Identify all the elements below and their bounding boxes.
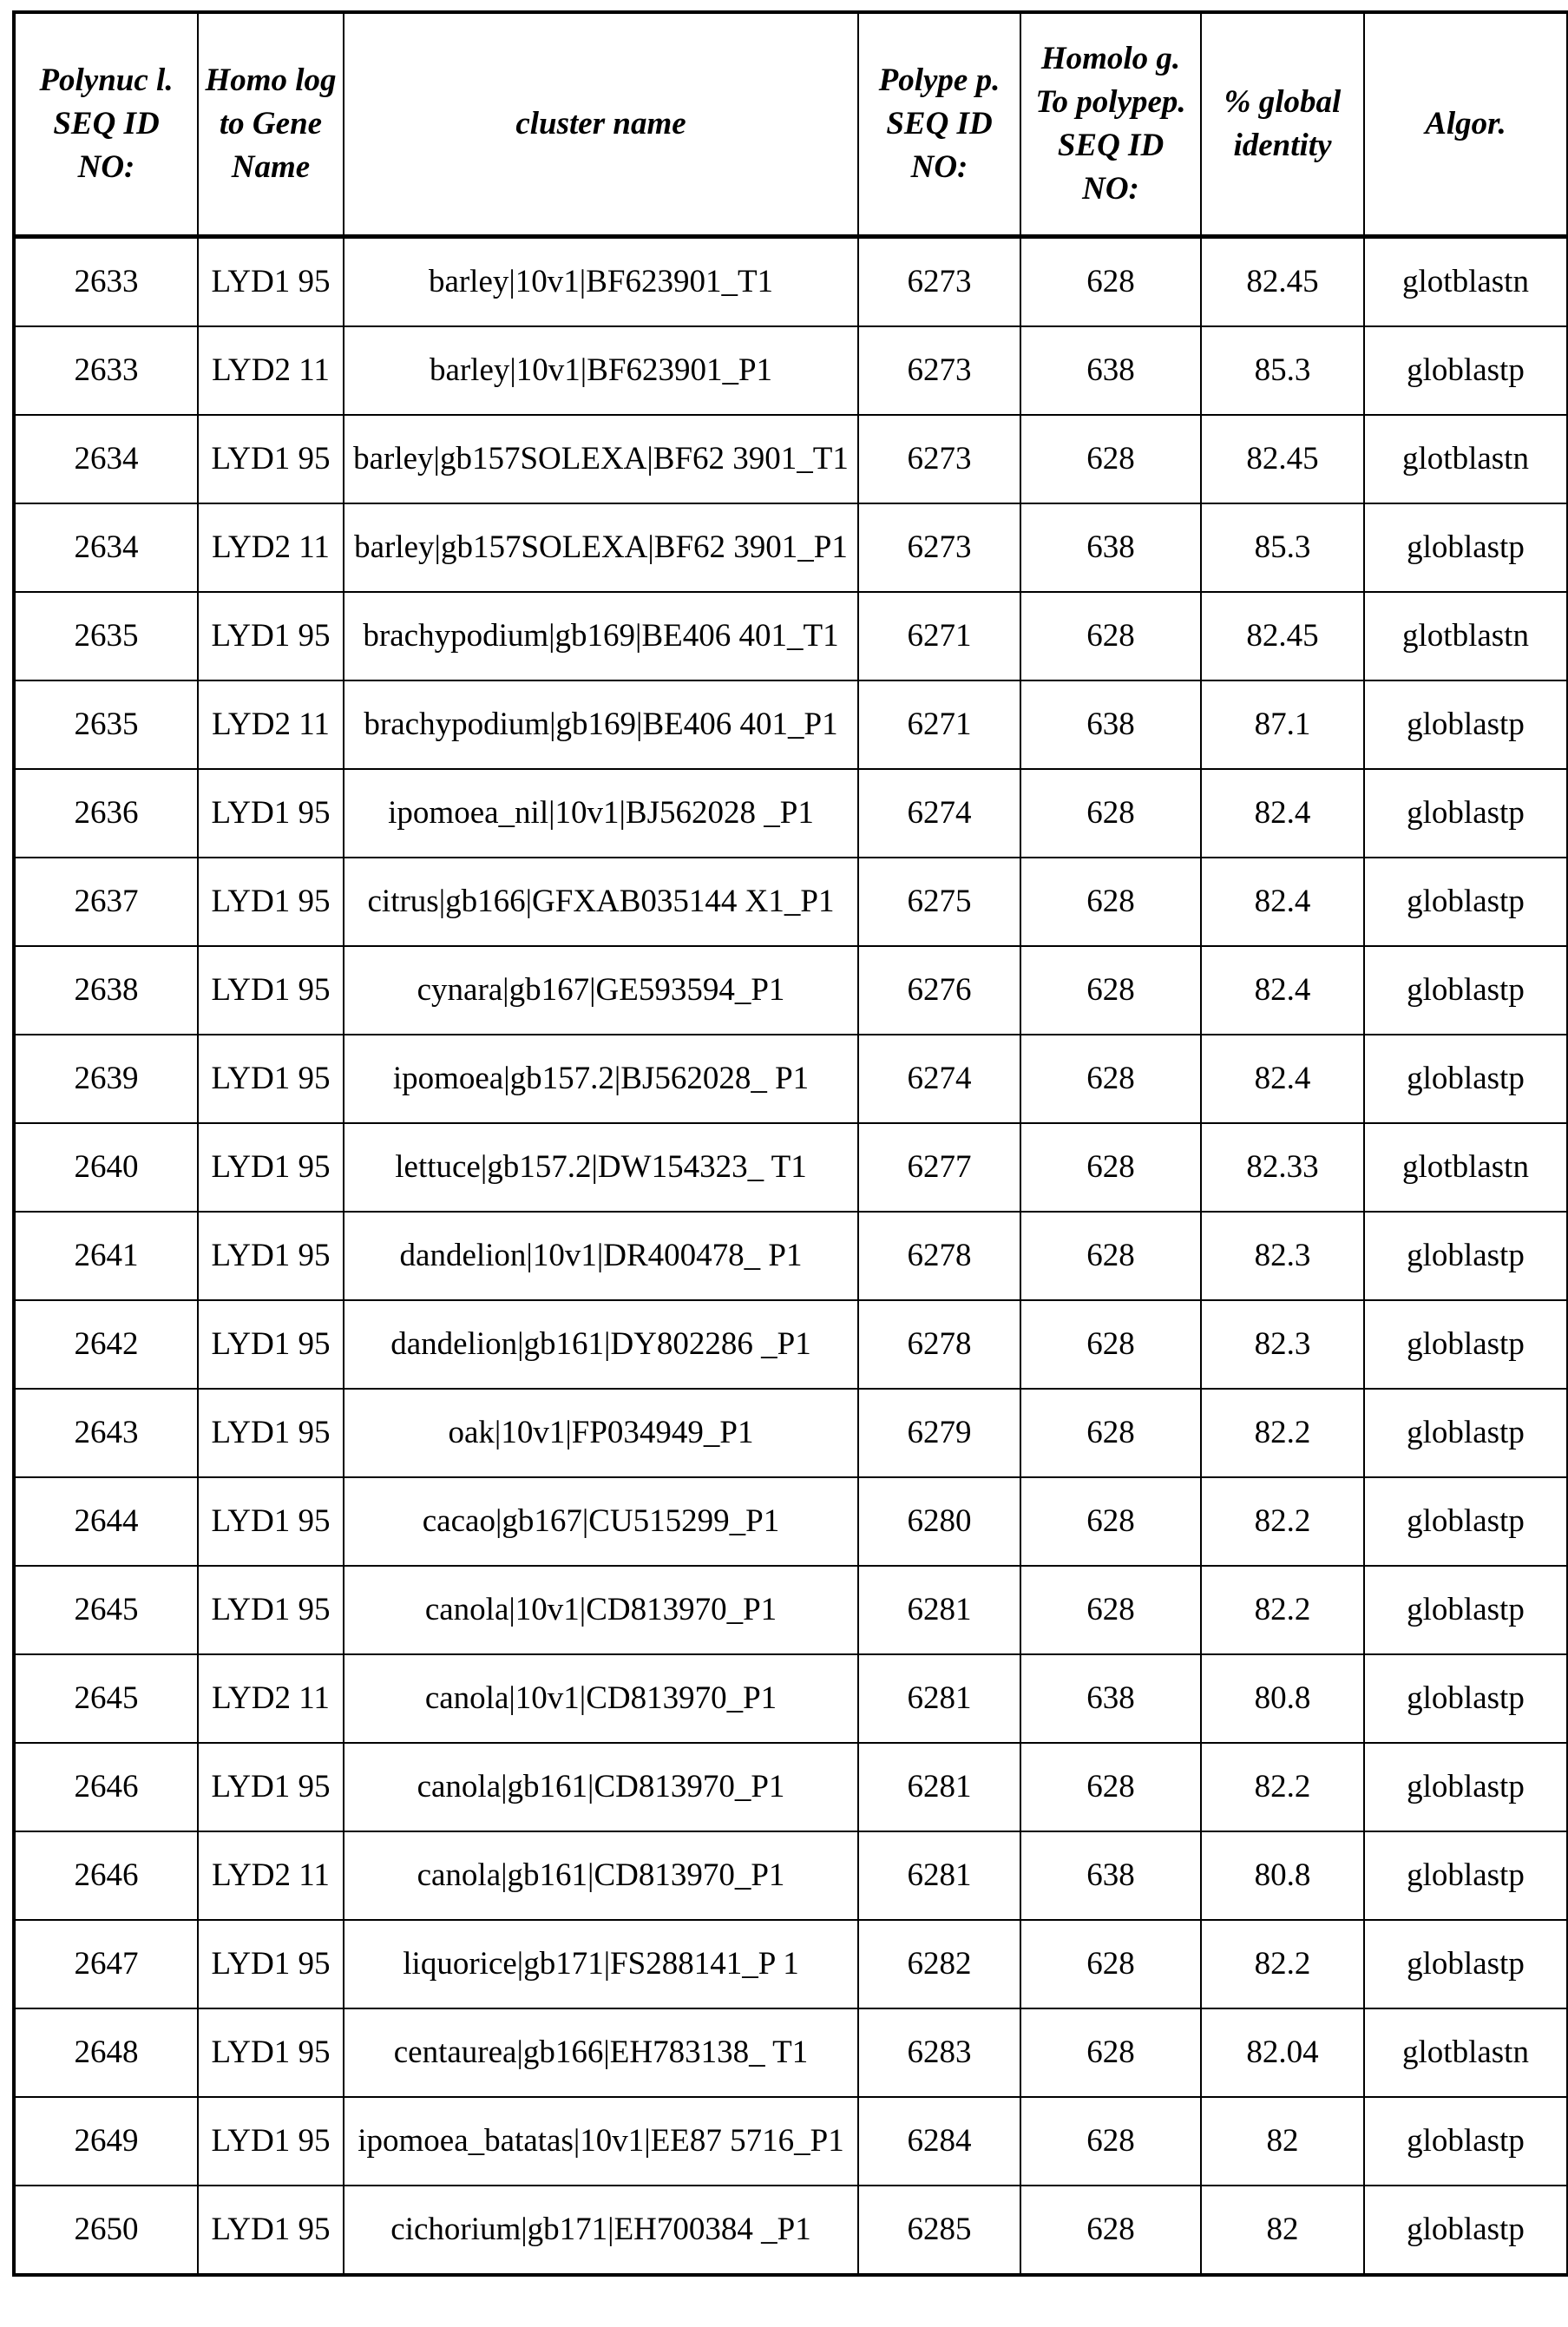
- cell-polypeptide-seq-id: 6276: [858, 946, 1020, 1035]
- cell-algorithm: glotblastn: [1364, 415, 1568, 503]
- cell-polynucleotide-seq-id: 2634: [14, 503, 198, 592]
- header-homolog-gene-name: Homo log to Gene Name: [198, 12, 344, 237]
- table-row: [14, 858, 1568, 946]
- cell-gene-name: LYD1 95: [198, 592, 344, 680]
- cell-global-identity: 82.4: [1201, 946, 1364, 1035]
- table-row: [14, 592, 1568, 680]
- cell-polypeptide-seq-id: 6281: [858, 1654, 1020, 1743]
- cell-polynucleotide-seq-id: 2644: [14, 1477, 198, 1566]
- cell-gene-name: LYD1 95: [198, 1123, 344, 1212]
- cell-gene-name: LYD1 95: [198, 1035, 344, 1123]
- cell-polynucleotide-seq-id: 2633: [14, 237, 198, 327]
- cell-polypeptide-seq-id: 6285: [858, 2186, 1020, 2275]
- cell-polypeptide-seq-id: 6278: [858, 1212, 1020, 1300]
- cell-polypeptide-seq-id: 6271: [858, 592, 1020, 680]
- cell-homolog-polypeptide-seq-id: 638: [1020, 680, 1201, 769]
- cell-homolog-polypeptide-seq-id: 638: [1020, 326, 1201, 415]
- cell-homolog-polypeptide-seq-id: 638: [1020, 1654, 1201, 1743]
- cell-homolog-polypeptide-seq-id: 628: [1020, 1300, 1201, 1389]
- cell-cluster-name: cichorium|gb171|EH700384 _P1: [344, 2186, 858, 2275]
- cell-global-identity: 82.3: [1201, 1212, 1364, 1300]
- table-row: [14, 2186, 1568, 2275]
- table-row: [14, 1212, 1568, 1300]
- cell-algorithm: globlastp: [1364, 1831, 1568, 1920]
- cell-cluster-name: canola|10v1|CD813970_P1: [344, 1566, 858, 1654]
- table-row: [14, 1389, 1568, 1477]
- cell-global-identity: 85.3: [1201, 503, 1364, 592]
- cell-global-identity: 82.2: [1201, 1389, 1364, 1477]
- cell-cluster-name: citrus|gb166|GFXAB035144 X1_P1: [344, 858, 858, 946]
- cell-homolog-polypeptide-seq-id: 628: [1020, 2008, 1201, 2097]
- cell-polypeptide-seq-id: 6274: [858, 769, 1020, 858]
- cell-cluster-name: barley|gb157SOLEXA|BF62 3901_P1: [344, 503, 858, 592]
- cell-polynucleotide-seq-id: 2635: [14, 680, 198, 769]
- cell-global-identity: 82.45: [1201, 237, 1364, 327]
- cell-global-identity: 82.33: [1201, 1123, 1364, 1212]
- cell-gene-name: LYD2 11: [198, 503, 344, 592]
- cell-polypeptide-seq-id: 6277: [858, 1123, 1020, 1212]
- cell-polypeptide-seq-id: 6273: [858, 415, 1020, 503]
- cell-global-identity: 82.4: [1201, 858, 1364, 946]
- cell-polynucleotide-seq-id: 2636: [14, 769, 198, 858]
- cell-polynucleotide-seq-id: 2640: [14, 1123, 198, 1212]
- cell-algorithm: glotblastn: [1364, 2008, 1568, 2097]
- cell-algorithm: globlastp: [1364, 1477, 1568, 1566]
- cell-algorithm: globlastp: [1364, 326, 1568, 415]
- cell-polynucleotide-seq-id: 2648: [14, 2008, 198, 2097]
- cell-polynucleotide-seq-id: 2637: [14, 858, 198, 946]
- cell-gene-name: LYD1 95: [198, 769, 344, 858]
- cell-global-identity: 82.45: [1201, 592, 1364, 680]
- header-global-identity: % global identity: [1201, 12, 1364, 237]
- cell-polypeptide-seq-id: 6275: [858, 858, 1020, 946]
- cell-homolog-polypeptide-seq-id: 628: [1020, 1477, 1201, 1566]
- cell-homolog-polypeptide-seq-id: 628: [1020, 1566, 1201, 1654]
- cell-polypeptide-seq-id: 6282: [858, 1920, 1020, 2008]
- cell-gene-name: LYD1 95: [198, 1389, 344, 1477]
- cell-global-identity: 82.4: [1201, 1035, 1364, 1123]
- cell-algorithm: globlastp: [1364, 503, 1568, 592]
- cell-global-identity: 80.8: [1201, 1831, 1364, 1920]
- cell-algorithm: globlastp: [1364, 2186, 1568, 2275]
- cell-homolog-polypeptide-seq-id: 628: [1020, 1035, 1201, 1123]
- cell-cluster-name: canola|10v1|CD813970_P1: [344, 1654, 858, 1743]
- cell-gene-name: LYD2 11: [198, 1654, 344, 1743]
- cell-gene-name: LYD2 11: [198, 1831, 344, 1920]
- cell-global-identity: 82.4: [1201, 769, 1364, 858]
- cell-polynucleotide-seq-id: 2638: [14, 946, 198, 1035]
- cell-global-identity: 87.1: [1201, 680, 1364, 769]
- cell-polynucleotide-seq-id: 2646: [14, 1831, 198, 1920]
- cell-algorithm: globlastp: [1364, 1389, 1568, 1477]
- cell-polynucleotide-seq-id: 2650: [14, 2186, 198, 2275]
- cell-polypeptide-seq-id: 6284: [858, 2097, 1020, 2186]
- cell-cluster-name: canola|gb161|CD813970_P1: [344, 1831, 858, 1920]
- cell-homolog-polypeptide-seq-id: 638: [1020, 1831, 1201, 1920]
- cell-algorithm: globlastp: [1364, 769, 1568, 858]
- cell-polypeptide-seq-id: 6273: [858, 503, 1020, 592]
- cell-homolog-polypeptide-seq-id: 628: [1020, 237, 1201, 327]
- cell-gene-name: LYD1 95: [198, 1566, 344, 1654]
- homolog-table: [12, 10, 1568, 2277]
- cell-cluster-name: lettuce|gb157.2|DW154323_ T1: [344, 1123, 858, 1212]
- cell-global-identity: 80.8: [1201, 1654, 1364, 1743]
- cell-homolog-polypeptide-seq-id: 628: [1020, 1920, 1201, 2008]
- cell-polynucleotide-seq-id: 2635: [14, 592, 198, 680]
- table-row: [14, 2097, 1568, 2186]
- cell-gene-name: LYD1 95: [198, 1212, 344, 1300]
- cell-homolog-polypeptide-seq-id: 628: [1020, 1743, 1201, 1831]
- table-row: [14, 2008, 1568, 2097]
- table-row: [14, 1920, 1568, 2008]
- table-row: [14, 1123, 1568, 1212]
- cell-algorithm: globlastp: [1364, 1035, 1568, 1123]
- cell-polypeptide-seq-id: 6278: [858, 1300, 1020, 1389]
- cell-algorithm: globlastp: [1364, 1566, 1568, 1654]
- cell-global-identity: 82.2: [1201, 1566, 1364, 1654]
- cell-cluster-name: brachypodium|gb169|BE406 401_P1: [344, 680, 858, 769]
- cell-global-identity: 85.3: [1201, 326, 1364, 415]
- cell-gene-name: LYD1 95: [198, 1743, 344, 1831]
- cell-polypeptide-seq-id: 6273: [858, 237, 1020, 327]
- cell-homolog-polypeptide-seq-id: 628: [1020, 2097, 1201, 2186]
- cell-cluster-name: centaurea|gb166|EH783138_ T1: [344, 2008, 858, 2097]
- cell-polypeptide-seq-id: 6280: [858, 1477, 1020, 1566]
- cell-algorithm: globlastp: [1364, 858, 1568, 946]
- table-row: [14, 1300, 1568, 1389]
- cell-gene-name: LYD1 95: [198, 946, 344, 1035]
- header-homolog-polypeptide-seq-id: Homolo g. To polypep. SEQ ID NO:: [1020, 12, 1201, 237]
- cell-global-identity: 82: [1201, 2097, 1364, 2186]
- cell-polypeptide-seq-id: 6273: [858, 326, 1020, 415]
- cell-polypeptide-seq-id: 6279: [858, 1389, 1020, 1477]
- cell-global-identity: 82.45: [1201, 415, 1364, 503]
- cell-algorithm: glotblastn: [1364, 592, 1568, 680]
- cell-homolog-polypeptide-seq-id: 628: [1020, 1123, 1201, 1212]
- cell-polynucleotide-seq-id: 2649: [14, 2097, 198, 2186]
- cell-global-identity: 82.3: [1201, 1300, 1364, 1389]
- cell-homolog-polypeptide-seq-id: 628: [1020, 592, 1201, 680]
- cell-polynucleotide-seq-id: 2639: [14, 1035, 198, 1123]
- cell-polypeptide-seq-id: 6281: [858, 1566, 1020, 1654]
- cell-cluster-name: cacao|gb167|CU515299_P1: [344, 1477, 858, 1566]
- cell-algorithm: globlastp: [1364, 1920, 1568, 2008]
- cell-cluster-name: ipomoea_batatas|10v1|EE87 5716_P1: [344, 2097, 858, 2186]
- cell-homolog-polypeptide-seq-id: 638: [1020, 503, 1201, 592]
- cell-cluster-name: canola|gb161|CD813970_P1: [344, 1743, 858, 1831]
- cell-gene-name: LYD1 95: [198, 2008, 344, 2097]
- cell-algorithm: globlastp: [1364, 1300, 1568, 1389]
- header-cluster-name: cluster name: [344, 12, 858, 237]
- cell-homolog-polypeptide-seq-id: 628: [1020, 1212, 1201, 1300]
- cell-algorithm: globlastp: [1364, 1212, 1568, 1300]
- cell-polypeptide-seq-id: 6271: [858, 680, 1020, 769]
- cell-gene-name: LYD2 11: [198, 326, 344, 415]
- cell-polynucleotide-seq-id: 2633: [14, 326, 198, 415]
- header-algorithm: Algor.: [1364, 12, 1568, 237]
- cell-cluster-name: liquorice|gb171|FS288141_P 1: [344, 1920, 858, 2008]
- cell-global-identity: 82.2: [1201, 1743, 1364, 1831]
- table-row: [14, 680, 1568, 769]
- cell-cluster-name: barley|10v1|BF623901_P1: [344, 326, 858, 415]
- cell-gene-name: LYD2 11: [198, 680, 344, 769]
- cell-algorithm: globlastp: [1364, 1654, 1568, 1743]
- table-row: [14, 415, 1568, 503]
- cell-global-identity: 82.04: [1201, 2008, 1364, 2097]
- cell-algorithm: glotblastn: [1364, 237, 1568, 327]
- cell-cluster-name: cynara|gb167|GE593594_P1: [344, 946, 858, 1035]
- cell-polynucleotide-seq-id: 2643: [14, 1389, 198, 1477]
- cell-cluster-name: ipomoea_nil|10v1|BJ562028 _P1: [344, 769, 858, 858]
- cell-algorithm: globlastp: [1364, 1743, 1568, 1831]
- cell-cluster-name: ipomoea|gb157.2|BJ562028_ P1: [344, 1035, 858, 1123]
- cell-cluster-name: barley|10v1|BF623901_T1: [344, 237, 858, 327]
- cell-polypeptide-seq-id: 6281: [858, 1831, 1020, 1920]
- cell-homolog-polypeptide-seq-id: 628: [1020, 946, 1201, 1035]
- cell-cluster-name: brachypodium|gb169|BE406 401_T1: [344, 592, 858, 680]
- cell-cluster-name: dandelion|gb161|DY802286 _P1: [344, 1300, 858, 1389]
- table-row: [14, 1654, 1568, 1743]
- cell-polynucleotide-seq-id: 2645: [14, 1566, 198, 1654]
- cell-polynucleotide-seq-id: 2634: [14, 415, 198, 503]
- cell-polypeptide-seq-id: 6283: [858, 2008, 1020, 2097]
- cell-global-identity: 82.2: [1201, 1477, 1364, 1566]
- cell-polynucleotide-seq-id: 2641: [14, 1212, 198, 1300]
- cell-homolog-polypeptide-seq-id: 628: [1020, 1389, 1201, 1477]
- cell-algorithm: globlastp: [1364, 946, 1568, 1035]
- cell-cluster-name: barley|gb157SOLEXA|BF62 3901_T1: [344, 415, 858, 503]
- table-row: [14, 769, 1568, 858]
- cell-global-identity: 82: [1201, 2186, 1364, 2275]
- table-row: [14, 237, 1568, 327]
- table-row: [14, 946, 1568, 1035]
- cell-gene-name: LYD1 95: [198, 415, 344, 503]
- cell-homolog-polypeptide-seq-id: 628: [1020, 858, 1201, 946]
- table-row: [14, 1477, 1568, 1566]
- cell-polynucleotide-seq-id: 2645: [14, 1654, 198, 1743]
- table-row: [14, 503, 1568, 592]
- cell-homolog-polypeptide-seq-id: 628: [1020, 415, 1201, 503]
- cell-homolog-polypeptide-seq-id: 628: [1020, 2186, 1201, 2275]
- table-row: [14, 1831, 1568, 1920]
- cell-gene-name: LYD1 95: [198, 237, 344, 327]
- table-row: [14, 1035, 1568, 1123]
- cell-gene-name: LYD1 95: [198, 2186, 344, 2275]
- cell-gene-name: LYD1 95: [198, 858, 344, 946]
- cell-polypeptide-seq-id: 6274: [858, 1035, 1020, 1123]
- cell-gene-name: LYD1 95: [198, 1477, 344, 1566]
- cell-algorithm: globlastp: [1364, 680, 1568, 769]
- table-row: [14, 326, 1568, 415]
- cell-polynucleotide-seq-id: 2647: [14, 1920, 198, 2008]
- cell-cluster-name: dandelion|10v1|DR400478_ P1: [344, 1212, 858, 1300]
- cell-polypeptide-seq-id: 6281: [858, 1743, 1020, 1831]
- cell-gene-name: LYD1 95: [198, 2097, 344, 2186]
- cell-polynucleotide-seq-id: 2642: [14, 1300, 198, 1389]
- header-row: [14, 12, 1568, 237]
- header-polynucleotide-seq-id: Polynuc l. SEQ ID NO:: [14, 12, 198, 237]
- table-row: [14, 1566, 1568, 1654]
- cell-homolog-polypeptide-seq-id: 628: [1020, 769, 1201, 858]
- cell-polynucleotide-seq-id: 2646: [14, 1743, 198, 1831]
- cell-cluster-name: oak|10v1|FP034949_P1: [344, 1389, 858, 1477]
- header-polypeptide-seq-id: Polype p. SEQ ID NO:: [858, 12, 1020, 237]
- cell-algorithm: glotblastn: [1364, 1123, 1568, 1212]
- cell-gene-name: LYD1 95: [198, 1300, 344, 1389]
- cell-gene-name: LYD1 95: [198, 1920, 344, 2008]
- table-row: [14, 1743, 1568, 1831]
- cell-algorithm: globlastp: [1364, 2097, 1568, 2186]
- cell-global-identity: 82.2: [1201, 1920, 1364, 2008]
